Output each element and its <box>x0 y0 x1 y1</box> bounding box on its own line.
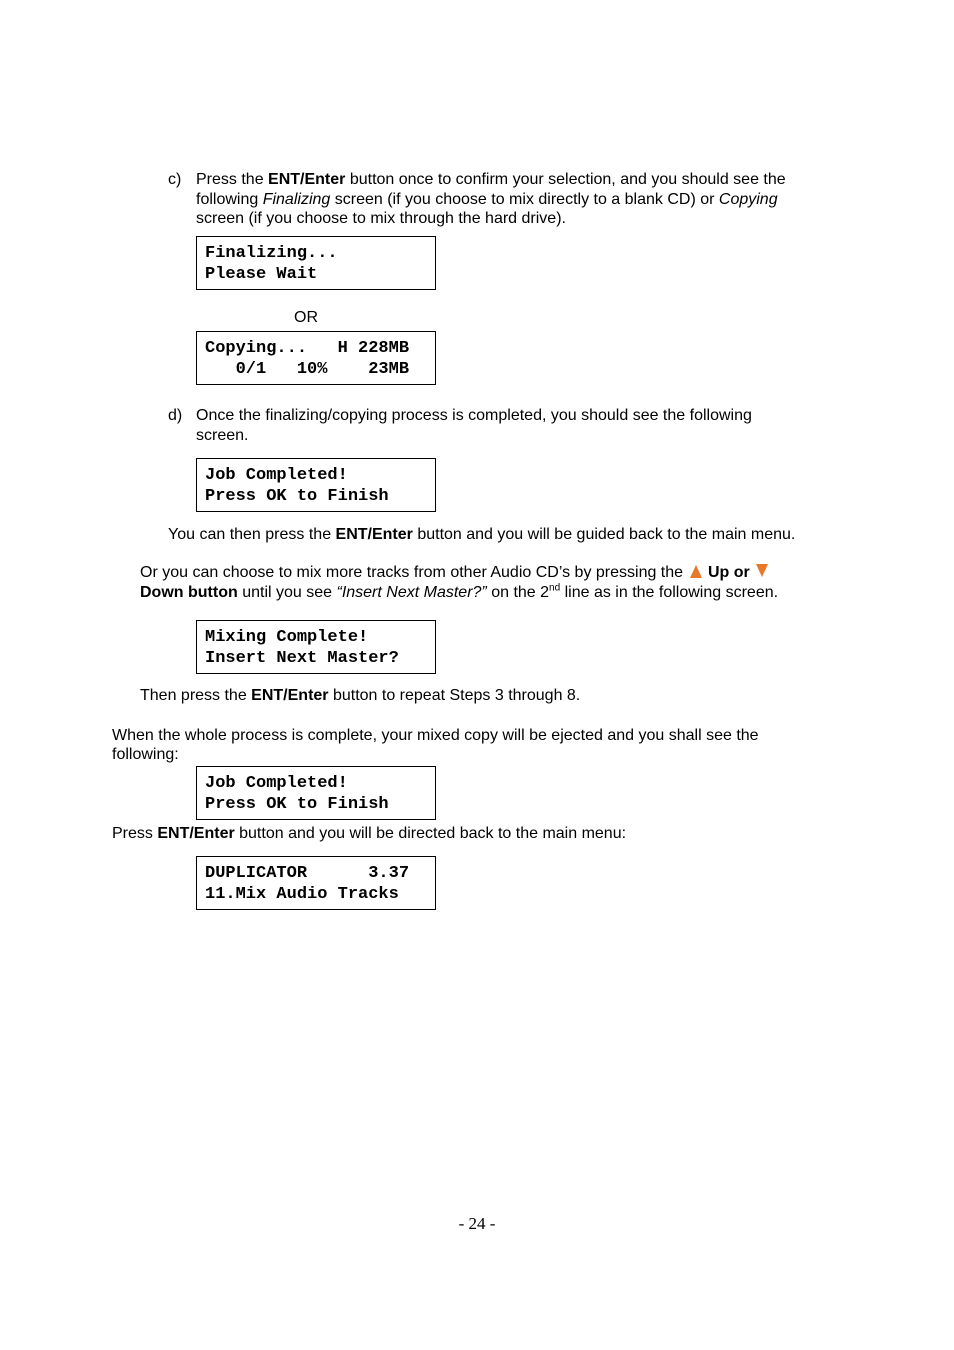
step-c-line-1 <box>196 170 786 190</box>
text: Then press the <box>140 687 252 704</box>
italic-text: Copying <box>718 191 778 208</box>
paragraph-repeat-steps <box>140 686 580 706</box>
italic-text: Finalizing <box>262 191 331 208</box>
bold-text: ENT/Enter <box>251 687 329 704</box>
text: following <box>196 191 263 208</box>
lcd-finalizing <box>196 236 436 290</box>
step-d-line-1: Once the finalizing/copying process is completed, you should see the following <box>196 407 752 424</box>
lcd-line-1: Job Completed! <box>205 774 348 793</box>
bold-text: ENT/Enter <box>157 825 235 842</box>
text: button once to confirm your selection, and you should see the <box>345 171 786 188</box>
paragraph-main-menu <box>168 525 795 545</box>
lcd-line-1: Finalizing... <box>205 244 338 263</box>
lcd-line-1: Copying... H 228MB <box>205 339 410 358</box>
step-d-line-2: screen. <box>196 427 249 444</box>
step-c-line-3: screen (if you choose to mix through the hard drive). <box>196 210 566 227</box>
step-c-line-2 <box>196 190 778 210</box>
lcd-job-completed-final <box>196 766 436 820</box>
up-arrow-icon <box>690 565 702 578</box>
lcd-mixing-complete <box>196 620 436 674</box>
step-c-marker: c) <box>168 171 182 188</box>
text: button and you will be guided back to the main menu. <box>412 526 796 543</box>
bold-text: ENT/Enter <box>335 526 413 543</box>
text: on the 2 <box>486 584 550 601</box>
bold-text: Down button <box>140 584 238 601</box>
bold-text: Up or <box>707 564 750 581</box>
lcd-line-1: Job Completed! <box>205 466 348 485</box>
text: until you see <box>237 584 337 601</box>
text: Press the <box>196 171 269 188</box>
text: Or you can choose to mix more tracks from other Audio CD’s by pressing the <box>140 564 688 581</box>
text: button to repeat Steps 3 through 8. <box>328 687 581 704</box>
text: screen (if you choose to mix directly to a blank CD) or <box>330 191 719 208</box>
text: button and you will be directed back to the main menu: <box>234 825 627 842</box>
or-separator: OR <box>294 309 318 326</box>
bold-text: ENT/Enter <box>268 171 346 188</box>
lcd-line-2: Press OK to Finish <box>205 487 389 506</box>
text: line as in the following screen. <box>560 584 779 601</box>
lcd-line-2: Please Wait <box>205 265 318 284</box>
paragraph-press-enter <box>112 824 626 844</box>
lcd-line-2: 0/1 10% 23MB <box>205 360 410 379</box>
lcd-line-1: Mixing Complete! <box>205 628 369 647</box>
paragraph-mix-more-line-1 <box>140 563 770 583</box>
lcd-line-2: Press OK to Finish <box>205 795 389 814</box>
superscript: nd <box>549 582 561 594</box>
step-d-marker: d) <box>168 407 183 424</box>
paragraph-mix-more-line-2 <box>140 583 778 603</box>
lcd-job-completed <box>196 458 436 512</box>
text: Press <box>112 825 158 842</box>
text: You can then press the <box>168 526 336 543</box>
paragraph-whole-process-line-2: following: <box>112 746 179 763</box>
italic-text: “Insert Next Master?” <box>336 584 487 601</box>
lcd-line-1: DUPLICATOR 3.37 <box>205 864 410 883</box>
paragraph-whole-process-line-1: When the whole process is complete, your mixed copy will be ejected and you shall see the <box>112 727 759 744</box>
page-number: - 24 - <box>458 1214 496 1233</box>
lcd-line-2: 11.Mix Audio Tracks <box>205 885 399 904</box>
lcd-main-menu <box>196 856 436 910</box>
lcd-line-2: Insert Next Master? <box>205 649 399 668</box>
lcd-copying <box>196 331 436 385</box>
down-arrow-icon <box>756 564 768 577</box>
